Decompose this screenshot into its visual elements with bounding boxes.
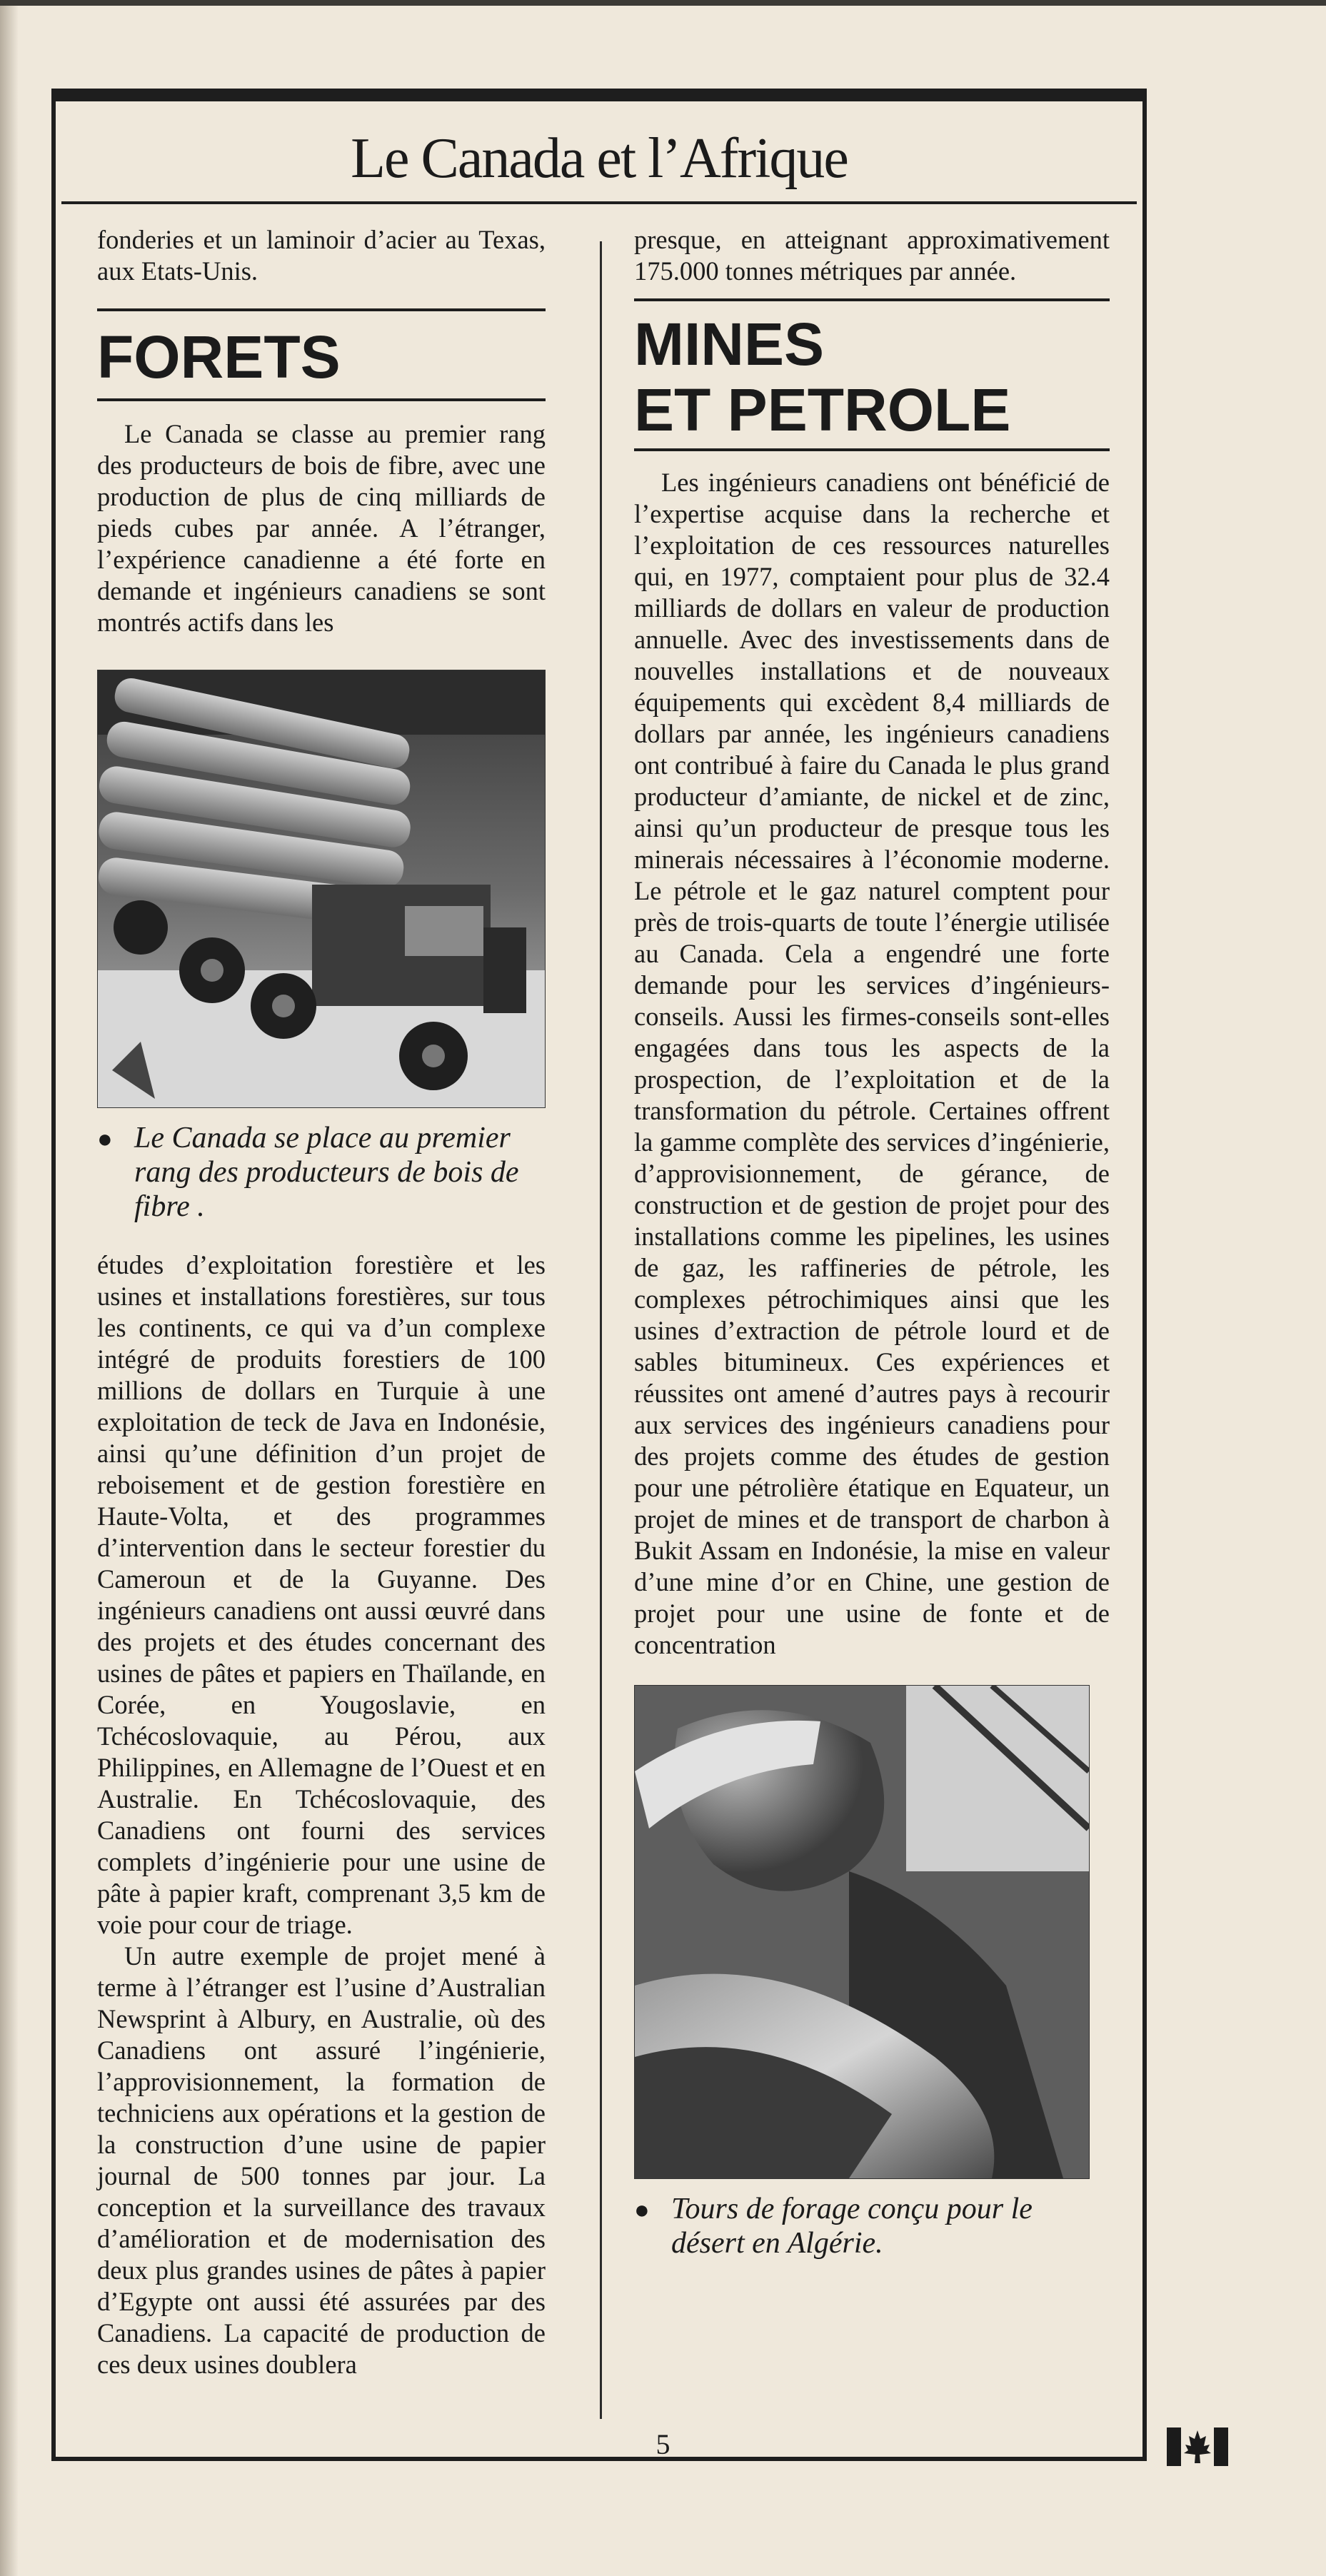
article-frame — [51, 89, 1147, 2461]
section-rule — [634, 298, 1110, 301]
bullet-icon: ● — [97, 1125, 113, 1153]
page-number: 5 — [656, 2428, 670, 2460]
mines-paragraph-1: Les ingénieurs canadiens ont bénéficié de l’expertise acquise dans la recherche et l’exploitation de ces ressources naturelles qui, en 1977, comptaient pour plus de 32.4 milliards de dollars en valeur de production annuelle. Avec des investissements dans de nouvelles installations et de nouveaux équipements qui excèdent 8,4 milliards de dollars par année, les ingénieurs canadiens ont contribué à faire du Canada le plus grand producteur d’amiante, de nickel et de zinc, ainsi qu’un producteur de presque tous les minerais nécessaires à l’économie moderne. Le pétrole et le gaz naturel comptent pour près de trois-quarts de toute l’énergie utilisée au Canada. Cela a engendré une forte demande pour les services d’ingénieurs-conseils. Aussi les firmes-conseils sont-elles engagées dans tous les aspects de la prospection, de l’exploitation et de la transformation du pétrole. Certaines offrent la gamme complète des services d’ingénierie, d’approvisionnement, de gérance, de construction et de gestion de projet pour des installations comme les pipelines, les usines de gaz, les raffineries de pétrole, les complexes pétrochimiques ainsi que les usines d’extraction de pétrole lourd et de sables bitumineux. Ces expériences et réussites ont amené d’autres pays à recourir aux services des ingénieurs canadiens pour des projets comme des études de gestion pour une pétrolière étatique en Equateur, un projet de mines et de transport de charbon à Bukit Assam en Indonésie, la mise en valeur d’une mine d’or en Chine, une gestion de projet pour une usine de fonte et de concentration — [634, 468, 1110, 1659]
canada-flag-logo-icon — [1167, 2425, 1228, 2467]
column-divider — [600, 241, 602, 2419]
page-header-title: Le Canada et l’Afrique — [351, 127, 848, 190]
forests-paragraph-1: Le Canada se classe au premier rang des producteurs de bois de fibre, avec une production de plus de cinq milliards de pieds cubes par année. A l’étranger, l’expérience canadienne a été forte en demande et ingénieurs canadiens se sont montrés actifs dans les — [97, 419, 546, 637]
section-rule — [97, 308, 546, 311]
section-rule — [634, 448, 1110, 451]
header-rule — [61, 201, 1137, 204]
mines-title-line-2: ET PETROLE — [634, 376, 1011, 443]
logging-truck-image — [98, 670, 545, 1107]
forests-caption-text: Le Canada se place au premier rang des producteurs de bois de fibre . — [134, 1122, 519, 1223]
drilling-worker-photo — [634, 1685, 1090, 2179]
right-intro-text: presque, en atteignant approximativement 175.000 tonnes métriques par année. — [634, 225, 1110, 286]
logging-truck-photo — [97, 670, 546, 1108]
section-rule — [97, 398, 546, 401]
bullet-icon: ● — [634, 2195, 650, 2224]
forests-title: FORETS — [97, 323, 341, 391]
page-edge-shadow — [0, 0, 19, 2576]
mines-photo-caption — [634, 2192, 1110, 2260]
forests-paragraph-2: études d’exploitation forestière et les usines et installations forestières, sur tous les continents, ce qui va d’un complexe intégré de produits forestiers de 100 millions de dollars en Turquie à une exploitation de teck de Java en Indonésie, ainsi qu’une définition d’un projet de reboisement et de gestion forestière en Haute-Volta, et des programmes d’intervention dans le secteur forestier du Cameroun et de la Guyanne. Des ingénieurs canadiens ont aussi œuvré dans des projets et des études concernant des usines de pâtes et papiers en Thaïlande, en Corée, en Yougoslavie, en Tchécoslovaquie, au Pérou, aux Philippines, en Allemagne de l’Ouest et en Australie. En Tchécoslovaquie, des Canadiens ont fourni des services complets d’ingénierie pour une usine de pâte à papier kraft, comprenant 3,5 km de voie pour cour de triage. — [97, 1250, 546, 1939]
right-column — [634, 224, 1110, 2260]
forests-paragraph-3: Un autre exemple de projet mené à terme à l’étranger est l’usine d’Australian Newsprint à Albury, en Australie, où des Canadiens ont assuré l’ingénierie, l’approvisionnement, la formation de techniciens aux opérations et la gestion de la construction d’une usine de papier journal de 500 tonnes par jour. La conception et la surveillance des travaux d’amélioration et de modernisation des deux plus grandes usines de pâtes à papier d’Egypte ont aussi été assurées par des Canadiens. La capacité de production de ces deux usines doublera — [97, 1941, 546, 2379]
mines-caption-text: Tours de forage conçu pour le désert en Algérie. — [671, 2193, 1033, 2260]
forests-photo-caption — [97, 1121, 546, 1224]
left-column — [97, 224, 546, 2380]
drilling-worker-image — [635, 1686, 1089, 2178]
left-intro-text: fonderies et un laminoir d’acier au Texas, aux Etats-Unis. — [97, 225, 546, 286]
mines-title-line-1: MINES — [634, 311, 825, 378]
top-edge — [0, 0, 1326, 6]
